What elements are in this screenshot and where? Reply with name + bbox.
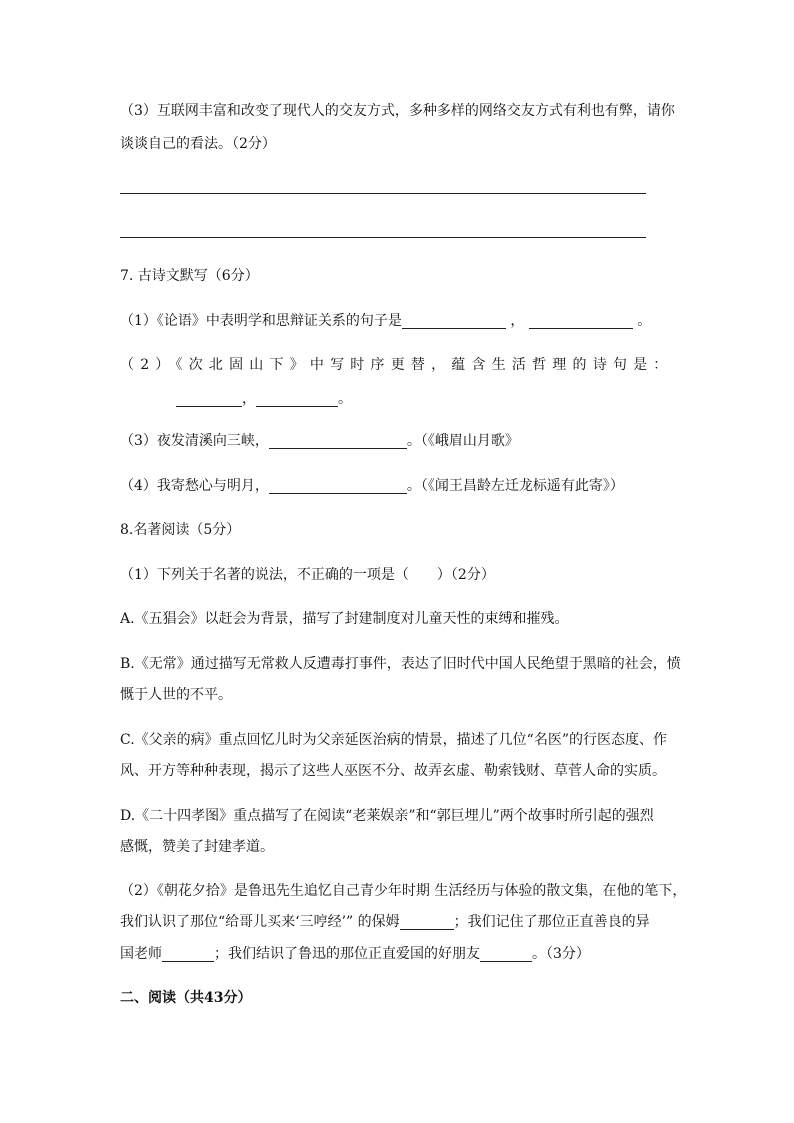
fill-blank bbox=[256, 390, 338, 407]
q7-title: 7. 古诗文默写（6分） bbox=[120, 268, 259, 284]
q8-option-b-line2: 慨于人世的不平。 bbox=[120, 687, 232, 703]
q8-sub2-line3 bbox=[120, 944, 590, 964]
q7-item2-end: 。 bbox=[338, 391, 352, 407]
q8-sub2-text-d: ；我们结识了鲁迅的那位正直爱国的好朋友 bbox=[214, 946, 480, 962]
q7-item1-mid: ， bbox=[510, 313, 525, 329]
q7-item1-prefix: （1）《论语》中表明学和思辩证关系的句子是 bbox=[120, 313, 402, 329]
q8-sub2-text-c: 国老师 bbox=[120, 946, 162, 962]
q8-option-c-line2: 风、开方等种种表现，揭示了这些人巫医不分、故弄玄虚、勒索钱财、草菅人命的实质。 bbox=[120, 763, 666, 779]
q7-item2-line2 bbox=[176, 389, 352, 409]
fill-blank bbox=[480, 945, 532, 962]
fill-blank bbox=[176, 390, 242, 407]
q7-item1 bbox=[120, 311, 651, 331]
fill-blank bbox=[269, 477, 407, 494]
q8-sub2-text-a: 我们认识了那位“给哥儿买来‘三哼经’” 的保姆 bbox=[120, 914, 400, 930]
q7-item4-prefix: （4）我寄愁心与明月， bbox=[120, 478, 269, 494]
q8-sub2-line2 bbox=[120, 912, 650, 932]
q6-3-line2: 谈谈自己的看法。（2分） bbox=[120, 136, 276, 152]
q8-option-d-line1: D.《二十四孝图》重点描写了在阅读“老莱娱亲”和“郭巨埋儿”两个故事时所引起的强烈 bbox=[120, 808, 654, 824]
q7-item3 bbox=[120, 431, 519, 451]
q8-title: 8.名著阅读（5分） bbox=[120, 522, 241, 538]
q8-option-d-line2: 感慨，赞美了封建孝道。 bbox=[120, 839, 274, 855]
q8-sub2-line1: （2）《朝花夕拾》是鲁迅先生追忆自己青少年时期 生活经历与体验的散文集，在他的笔下， bbox=[120, 883, 687, 899]
q8-sub2-text-e: 。（3分） bbox=[532, 946, 590, 962]
section2-title: 二、阅读（共43分） bbox=[120, 990, 252, 1006]
fill-blank bbox=[269, 432, 407, 449]
fill-blank bbox=[162, 945, 214, 962]
q8-option-c-line1: C.《父亲的病》重点回忆儿时为父亲延医治病的情景，描述了几位“名医”的行医态度、作 bbox=[120, 732, 667, 748]
q7-item4 bbox=[120, 476, 624, 496]
fill-blank bbox=[529, 312, 633, 329]
q7-item2-line1: （2）《次北固山下》中写时序更替，蕴含生活哲理的诗句是： bbox=[120, 357, 674, 373]
q8-option-a: A.《五猖会》以赶会为背景，描写了封建制度对儿童天性的束缚和摧残。 bbox=[120, 611, 569, 627]
q7-item2-sep: ， bbox=[242, 391, 256, 407]
answer-line-2 bbox=[120, 237, 646, 238]
q8-sub2-text-b: ；我们记住了那位正直善良的异 bbox=[453, 914, 650, 930]
q7-item3-suffix: 。（《峨眉山月歌》 bbox=[406, 433, 519, 449]
q7-item1-end: 。 bbox=[637, 313, 652, 329]
fill-blank bbox=[402, 312, 506, 329]
fill-blank bbox=[400, 913, 454, 930]
q8-option-b-line1: B.《无常》通过描写无常救人反遭毒打事件，表达了旧时代中国人民绝望于黑暗的社会，愤 bbox=[120, 656, 681, 672]
q7-item4-suffix: 。（《闻王昌龄左迁龙标遥有此寄》） bbox=[406, 478, 624, 494]
q7-item3-prefix: （3）夜发清溪向三峡， bbox=[120, 433, 269, 449]
q6-3-line1: （3）互联网丰富和改变了现代人的交友方式，多种多样的网络交友方式有利也有弊，请你 bbox=[120, 103, 675, 119]
answer-line-1 bbox=[120, 193, 646, 194]
q8-sub1: （1）下列关于名著的说法，不正确的一项是（ ）（2分） bbox=[120, 567, 495, 583]
